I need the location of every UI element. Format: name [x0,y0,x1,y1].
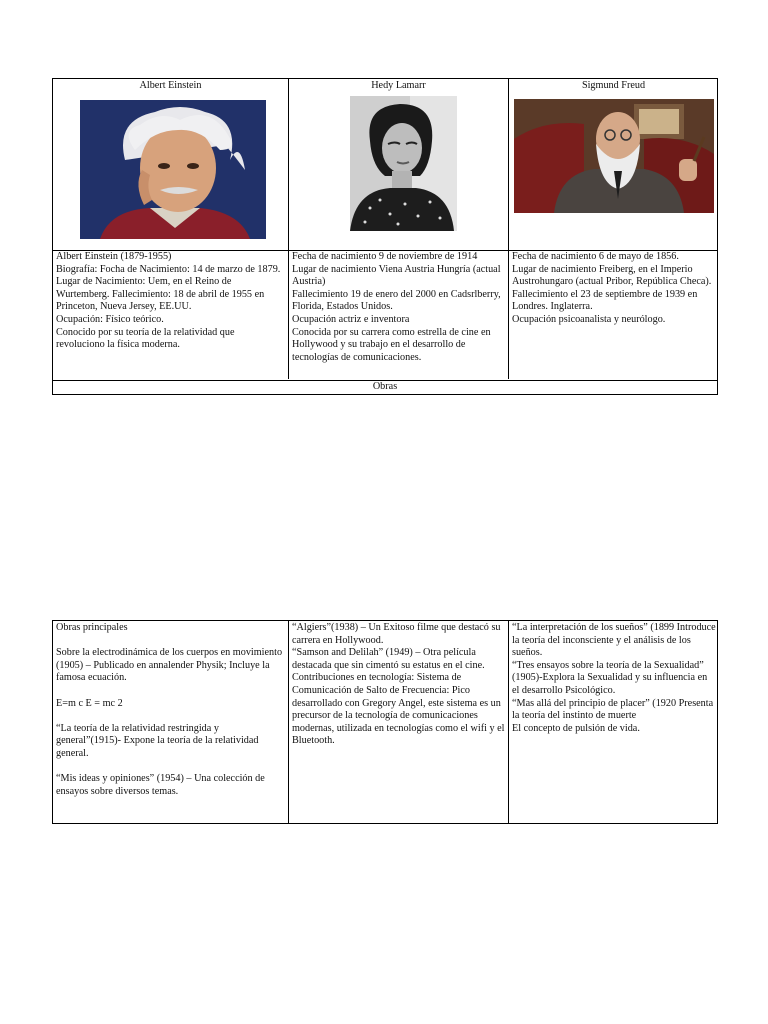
header-lamarr: Hedy Lamarr [371,80,426,91]
einstein-portrait [80,100,266,239]
biography-table [52,78,718,395]
obras-label: Obras [372,381,398,392]
header-einstein: Albert Einstein [139,80,202,91]
bio-einstein: Albert Einstein (1879-1955) Biografía: Focha de Nacimiento: 14 de marzo de 1879. Lugar de Nacimiento: Uem, en el Reino de Wurtemberg. Fallecimiento: 18 de abril de 1955 en Princeton, Nueva Jersey, EE.UU. Ocupación: Físico teórico. Conocido por su teoría de la relatividad que revoluciono la física moderna. [56,251,281,351]
column-divider [288,621,289,823]
column-divider [508,79,509,379]
bio-lamarr: Fecha de nacimiento 9 de noviembre de 1914 Lugar de nacimiento Viena Austria Hungría (actual Austria) Fallecimiento 19 de enero del 2000 en Cadsrlberry, Florida, Estados Unidos. Ocupación actriz e inventora Conocida por su carrera como estrella de cine en Hollywood y su trabajo en el desarrollo de tecnologías de comunicaciones. [292,251,501,363]
works-lamarr: “Algiers”(1938) – Un Exitoso filme que destacó su carrera en Hollywood. “Samson and Delilah” (1949) – Otra película destacada que sin cimentó su estatus en el cine. Contribuciones en tecnología: Sistema de Comunicación de Salto de Frecuencia: Pico desarrollado con Gregory Angel, este sistema es un precursor de la tecnología de comunicaciones modernas, utilizada en tecnologías como el wifi y el Bluetooth. [292,622,505,747]
works-einstein: Obras principales Sobre la electrodinámica de los cuerpos en movimiento (1905) – Publicado en annalender Physik; Incluye la famosa ecuación. E=m c E = mc 2 “La teoría de la relatividad restringida y general”(1915)- Expone la teoría de la relatividad general. “Mis ideas y opiniones” (1954) – Una colección de ensayos sobre diversos temas. [56,622,283,797]
works-table [52,620,718,824]
freud-portrait [514,99,714,213]
header-freud: Sigmund Freud [581,80,646,91]
works-freud: “La interpretación de los sueños” (1899 Introduce la teoría del inconsciente y el análisis de los sueños. “Tres ensayos sobre la teoría de la Sexualidad” (1905)-Explora la Sexualidad y su influencia en el desarrollo Psicológico. “Mas allá del principio de placer” (1920 Presenta la teoría del instinto de muerte El concepto de pulsión de vida. [512,622,716,734]
column-divider [508,621,509,823]
column-divider [288,79,289,379]
lamarr-portrait [350,96,457,231]
bio-freud: Fecha de nacimiento 6 de mayo de 1856. Lugar de nacimiento Freiberg, en el Imperio Austrohungaro (actual Pribor, República Checa). Fallecimiento el 23 de septiembre de 1939 en Londres. Inglaterra. Ocupación psicoanalista y neurólogo. [512,251,712,325]
